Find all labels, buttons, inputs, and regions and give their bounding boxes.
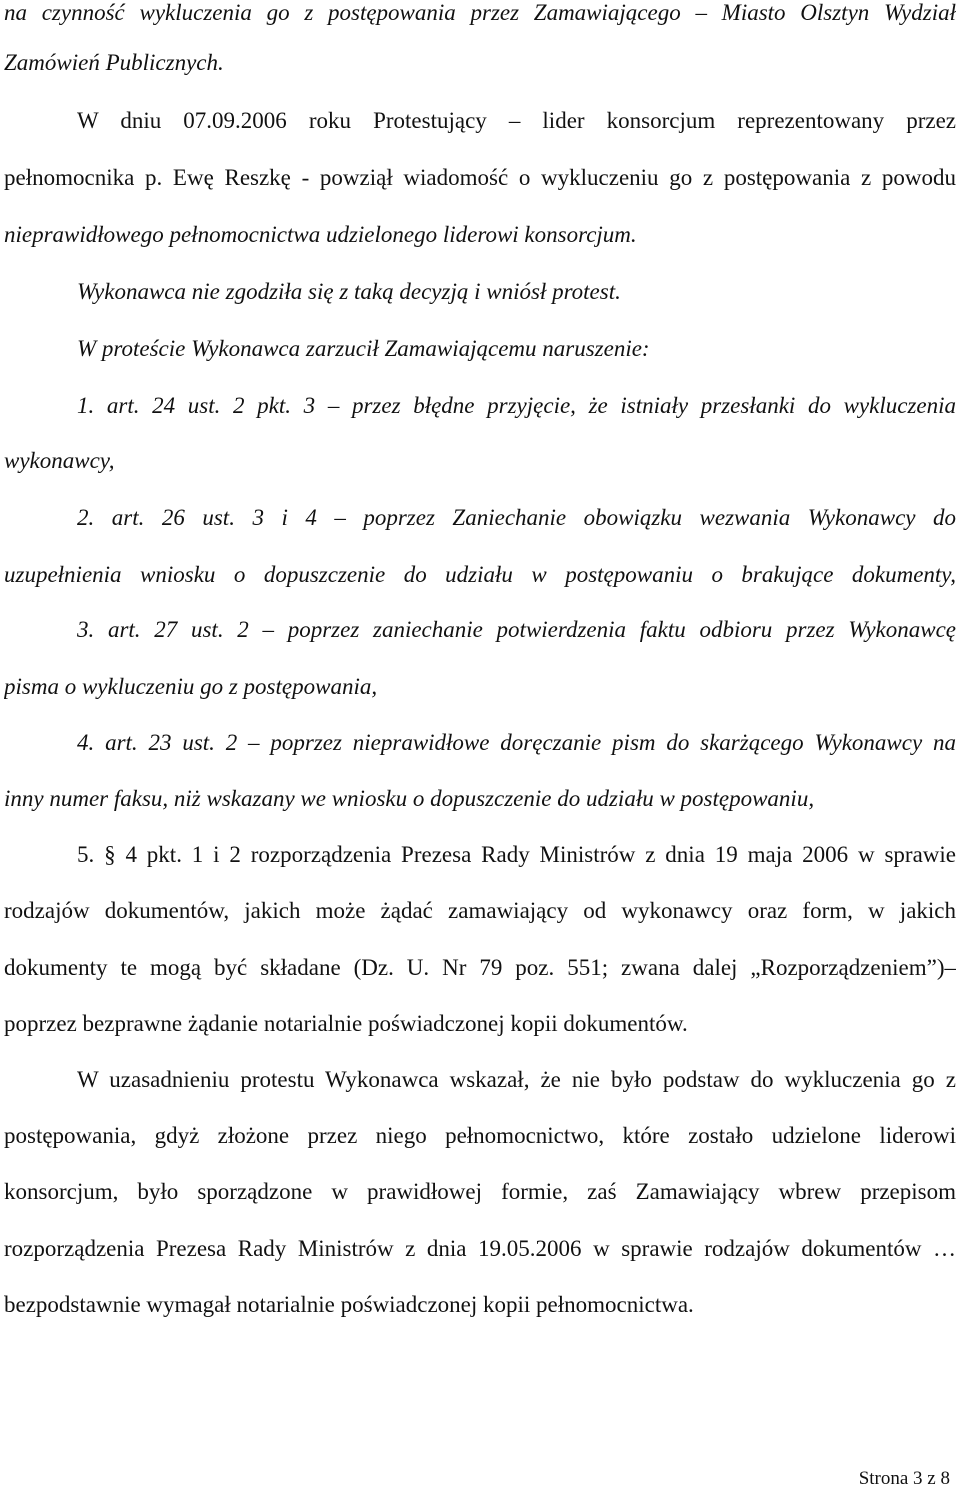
text-line: pisma o wykluczeniu go z postępowania, <box>4 674 378 699</box>
text-line: W uzasadnieniu protestu Wykonawca wskazał, że nie było podstaw do wykluczenia go z <box>77 1067 956 1092</box>
text-line: W dniu 07.09.2006 roku Protestujący – lider konsorcjum reprezentowany przez <box>77 108 956 133</box>
text-line: nieprawidłowego pełnomocnictwa udzielonego liderowi konsorcjum. <box>4 222 637 247</box>
text-line: uzupełnienia wniosku o dopuszczenie do udziału w postępowaniu o brakujące dokumenty, <box>4 562 956 587</box>
text-line: 1. art. 24 ust. 2 pkt. 3 – przez błędne przyjęcie, że istniały przesłanki do wykluczenia <box>77 393 956 418</box>
text-line: konsorcjum, było sporządzone w prawidłowej formie, zaś Zamawiający wbrew przepisom <box>4 1179 956 1204</box>
text-line: rozporządzenia Prezesa Rady Ministrów z dnia 19.05.2006 w sprawie rodzajów dokumentów … <box>4 1236 956 1261</box>
text-line: poprzez bezprawne żądanie notarialnie poświadczonej kopii dokumentów. <box>4 1011 688 1036</box>
text-line: postępowania, gdyż złożone przez niego pełnomocnictwo, które zostało udzielone liderowi <box>4 1123 956 1148</box>
text-line: dokumenty te mogą być składane (Dz. U. Nr 79 poz. 551; zwana dalej „Rozporządzeniem”)– <box>4 955 956 980</box>
text-line: 5. § 4 pkt. 1 i 2 rozporządzenia Prezesa Rady Ministrów z dnia 19 maja 2006 w sprawie <box>77 842 956 867</box>
text-line: W proteście Wykonawca zarzucił Zamawiającemu naruszenie: <box>77 336 650 361</box>
text-line: wykonawcy, <box>4 448 115 473</box>
text-line: Wykonawca nie zgodziła się z taką decyzją i wniósł protest. <box>77 279 621 304</box>
text-line: Zamówień Publicznych. <box>4 50 224 75</box>
text-line: rodzajów dokumentów, jakich może żądać zamawiający od wykonawcy oraz form, w jakich <box>4 898 956 923</box>
text-line: na czynność wykluczenia go z postępowania przez Zamawiającego – Miasto Olsztyn Wydział <box>4 0 956 25</box>
text-line: 4. art. 23 ust. 2 – poprzez nieprawidłowe doręczanie pism do skarżącego Wykonawcy na <box>77 730 956 755</box>
text-line: bezpodstawnie wymagał notarialnie poświadczonej kopii pełnomocnictwa. <box>4 1292 694 1317</box>
text-line: 2. art. 26 ust. 3 i 4 – poprzez Zaniechanie obowiązku wezwania Wykonawcy do <box>77 505 956 530</box>
text-line: 3. art. 27 ust. 2 – poprzez zaniechanie potwierdzenia faktu odbioru przez Wykonawcę <box>77 617 956 642</box>
text-line: pełnomocnika p. Ewę Reszkę - powziął wiadomość o wykluczeniu go z postępowania z powodu <box>4 165 956 190</box>
text-line: inny numer faksu, niż wskazany we wniosku o dopuszczenie do udziału w postępowaniu, <box>4 786 815 811</box>
page-number: Strona 3 z 8 <box>858 1468 950 1489</box>
